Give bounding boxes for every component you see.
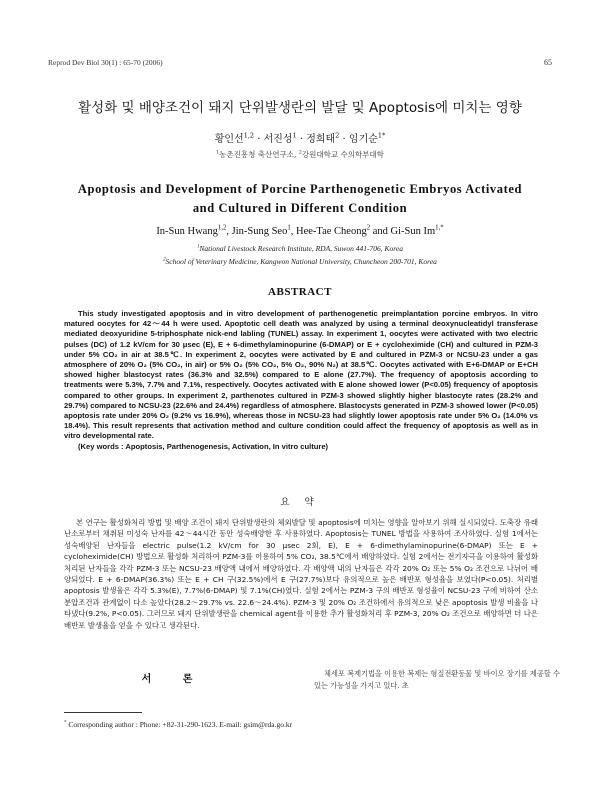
korean-author-1: 황인선 bbox=[214, 134, 244, 145]
english-affil-1-sup: 1 bbox=[196, 244, 200, 250]
abstract-body bbox=[64, 309, 538, 452]
english-affiliation-1 bbox=[40, 244, 560, 253]
footnote-divider bbox=[64, 712, 142, 713]
footnote bbox=[64, 720, 364, 729]
korean-author-1-sup: 1,2 bbox=[243, 131, 255, 140]
korean-author-3-sup: 2 bbox=[335, 131, 340, 140]
english-affil-2-text: School of Veterinary Medicine, Kangwon National University, Chuncheon 200-701, Korea bbox=[165, 257, 437, 266]
korean-author-2-sup: 1 bbox=[292, 131, 297, 140]
abstract-keywords: (Key words : Apoptosis, Parthenogenesis, Activation, In vitro culture) bbox=[78, 441, 329, 451]
english-author-4: and Gi-Sun Im bbox=[370, 226, 436, 237]
korean-author-4-sup: 1* bbox=[377, 131, 386, 140]
english-author-3: , Hee-Tae Cheong bbox=[290, 226, 367, 237]
korean-affil-2: 강원대학교 수의학부대학 bbox=[301, 150, 384, 159]
english-author-1-sup: 1,2 bbox=[217, 224, 227, 232]
korean-author-4: · 임기순 bbox=[339, 134, 378, 145]
korean-authors bbox=[40, 130, 560, 145]
english-author-1: In-Sun Hwang bbox=[156, 226, 218, 237]
abstract-paragraph: This study investigated apoptosis and in vitro development of parthenogenetic preimplantation porcine embryos. In vitro matured oocytes for 42～44 h were used. Apoptotic cell death was analyzed by using a terminal deoxynucleatidyl transferase mediated deoxyuridine 5-triphosphate nick-end labling (TUNEL) assay. In experiment 1, oocytes were activated with two electric pulses (DC) of 1.2 kV/cm for 30 μsec (E), E + 6-dimethylaminopurine (6-DMAP) or E + cycloheximide (CH) and cultured in PZM-3 under 5% CO₂ in air at 38.5℃. In experiment 2, oocytes were activated by E and cultured in PZM-3 or NCSU-23 under a gas atmosphere of 20% O₂ (5% CO₂, in air) or 5% O₂ (5% CO₂, 5% O₂, 90% N₂) at 38.5℃. Oocytes activated with E+6-DMAP or E+CH showed higher blastocyst rates (36.3% and 32.5%) compared to E alone (27.7%). The frequency of apoptosis according to treatments were 5.3%, 7.7% and 7.1%, respectively. Oocytes activated with E alone showed lower (P<0.05) frequency of apoptosis compared to other groups. In experiment 2, parthenotes cultured in PZM-3 showed slightly higher blastocyte rates (28.2% and 29.7%) compared to NCSU-23 (22.6% and 24.4%) regardless of atmosphere. Blastocysts generated in PZM-3 showed lower (P<0.05) apoptosis rate under 20% O₂ (9.2% vs 16.9%), whereas those in NCSU-23 had slightly lower apoptosis rate under 5% O₂ (14.0% vs 18.4%). This result represents that activation method and culture condition could affect the frequency of apoptosis as well as in vitro developmental rate. bbox=[64, 309, 538, 441]
korean-affil-1: 농촌진흥청 축산연구소, bbox=[219, 150, 299, 159]
korean-summary-paragraph: 본 연구는 활성화처리 방법 및 배양 조건이 돼지 단위발생란의 체외발달 및 apoptosis에 미치는 영향을 알아보기 위해 실시되었다. 도축장 유래 난소로부터 채취된 미성숙 난자를 42～44시간 동안 성숙배양한 후 사용하였다. Apoptosis는 TUNEL 방법을 사용하여 조사하였다. 실험 1에서는 성숙배양된 난자들을 electric pulse(1.2 kV/cm for 30 μsec 2회, E), E + 6-dimethylaminopurine(6-DMAP) 또는 E + cycloheximide(CH) 방법으로 활성화 처리하여 PZM-3를 이용하여 5% CO₂, 38.5℃에서 배양하였다. 실험 2에서는 전기자극을 이용하여 활성화처리된 난자들을 각각 PZM-3 또는 NCSU-23 배양액 내에서 배양하였다. 각 배양액 내의 난자들은 각각 20% O₂ 또는 5% O₂ 조건으로 나뉘어 배양되었다. E + 6-DMAP(36.3%) 또는 E + CH 구(32.5%)에서 E 구(27.7%)보다 유의적으로 높은 배반포 형성율을 보였다(P<0.05). 처리별 apoptosis 발생율은 각각 5.3%(E), 7.7%(6-DMAP) 및 7.1%(CH)였다. 실험 2에서는 PZM-3 구의 배반포 형성율이 NCSU-23 구에 비하여 산소분압조건과 관계없이 다소 높았다(28.2～29.7% vs. 22.6～24.4%). PZM-3 및 20% O₂ 조건하에서 유의적으로 낮은 apoptosis 발생 비율을 나타냈다(9.2%, P<0.05). 그러므로 돼지 단위발생란을 chemical agent를 이용한 추가 활성화처리 후 PZM-3, 20% O₂ 조건으로 배양하면 더 나은 배반포 발생율을 얻을 수 있다고 생각된다. bbox=[64, 518, 538, 630]
korean-affiliations bbox=[40, 149, 560, 160]
introduction-heading: 서 론 bbox=[141, 674, 207, 685]
footnote-text: Corresponding author : Phone: +82-31-290-1623. E-mail: gsim@rda.go.kr bbox=[66, 720, 293, 729]
korean-author-2: · 서진성 bbox=[254, 134, 293, 145]
english-affiliation-2 bbox=[40, 257, 560, 266]
korean-affil-1-sup: 1 bbox=[216, 149, 220, 156]
introduction-right-column bbox=[314, 668, 560, 692]
footnote-marker: * bbox=[64, 720, 67, 726]
page-number: 65 bbox=[544, 58, 552, 67]
english-author-4-sup: 1,* bbox=[435, 224, 444, 232]
korean-affil-2-sup: 2 bbox=[298, 149, 302, 156]
running-header bbox=[48, 58, 552, 72]
english-authors bbox=[40, 226, 560, 237]
english-affil-1-text: National Livestock Research Institute, RDA, Suwon 441-706, Korea bbox=[199, 244, 404, 253]
english-title bbox=[40, 180, 560, 218]
introduction-text: 체세포 복제기법을 이용한 복제는 형질전환동물 및 바이오 장기를 제공할 수 있는 가능성을 가지고 있다. 초 bbox=[314, 669, 560, 690]
abstract-heading: ABSTRACT bbox=[268, 286, 332, 298]
korean-summary-body bbox=[64, 517, 538, 631]
korean-title: 활성화 및 배양조건이 돼지 단위발생란의 발달 및 Apoptosis에 미치는 영향 bbox=[78, 100, 522, 116]
english-author-2-sup: 1 bbox=[287, 224, 291, 232]
english-title-line-1: Apoptosis and Development of Porcine Parthenogenetic Embryos Activated bbox=[77, 182, 523, 196]
english-author-3-sup: 2 bbox=[366, 224, 371, 232]
english-title-line-2: and Cultured in Different Condition bbox=[192, 201, 408, 215]
english-author-2: , Jin-Sung Seo bbox=[226, 226, 288, 237]
journal-reference: Reprod Dev Biol 30(1) : 65-70 (2006) bbox=[48, 58, 163, 67]
korean-author-3: · 정희태 bbox=[296, 134, 336, 145]
korean-summary-heading: 요 약 bbox=[280, 497, 320, 508]
english-affil-2-sup: 2 bbox=[163, 257, 166, 263]
